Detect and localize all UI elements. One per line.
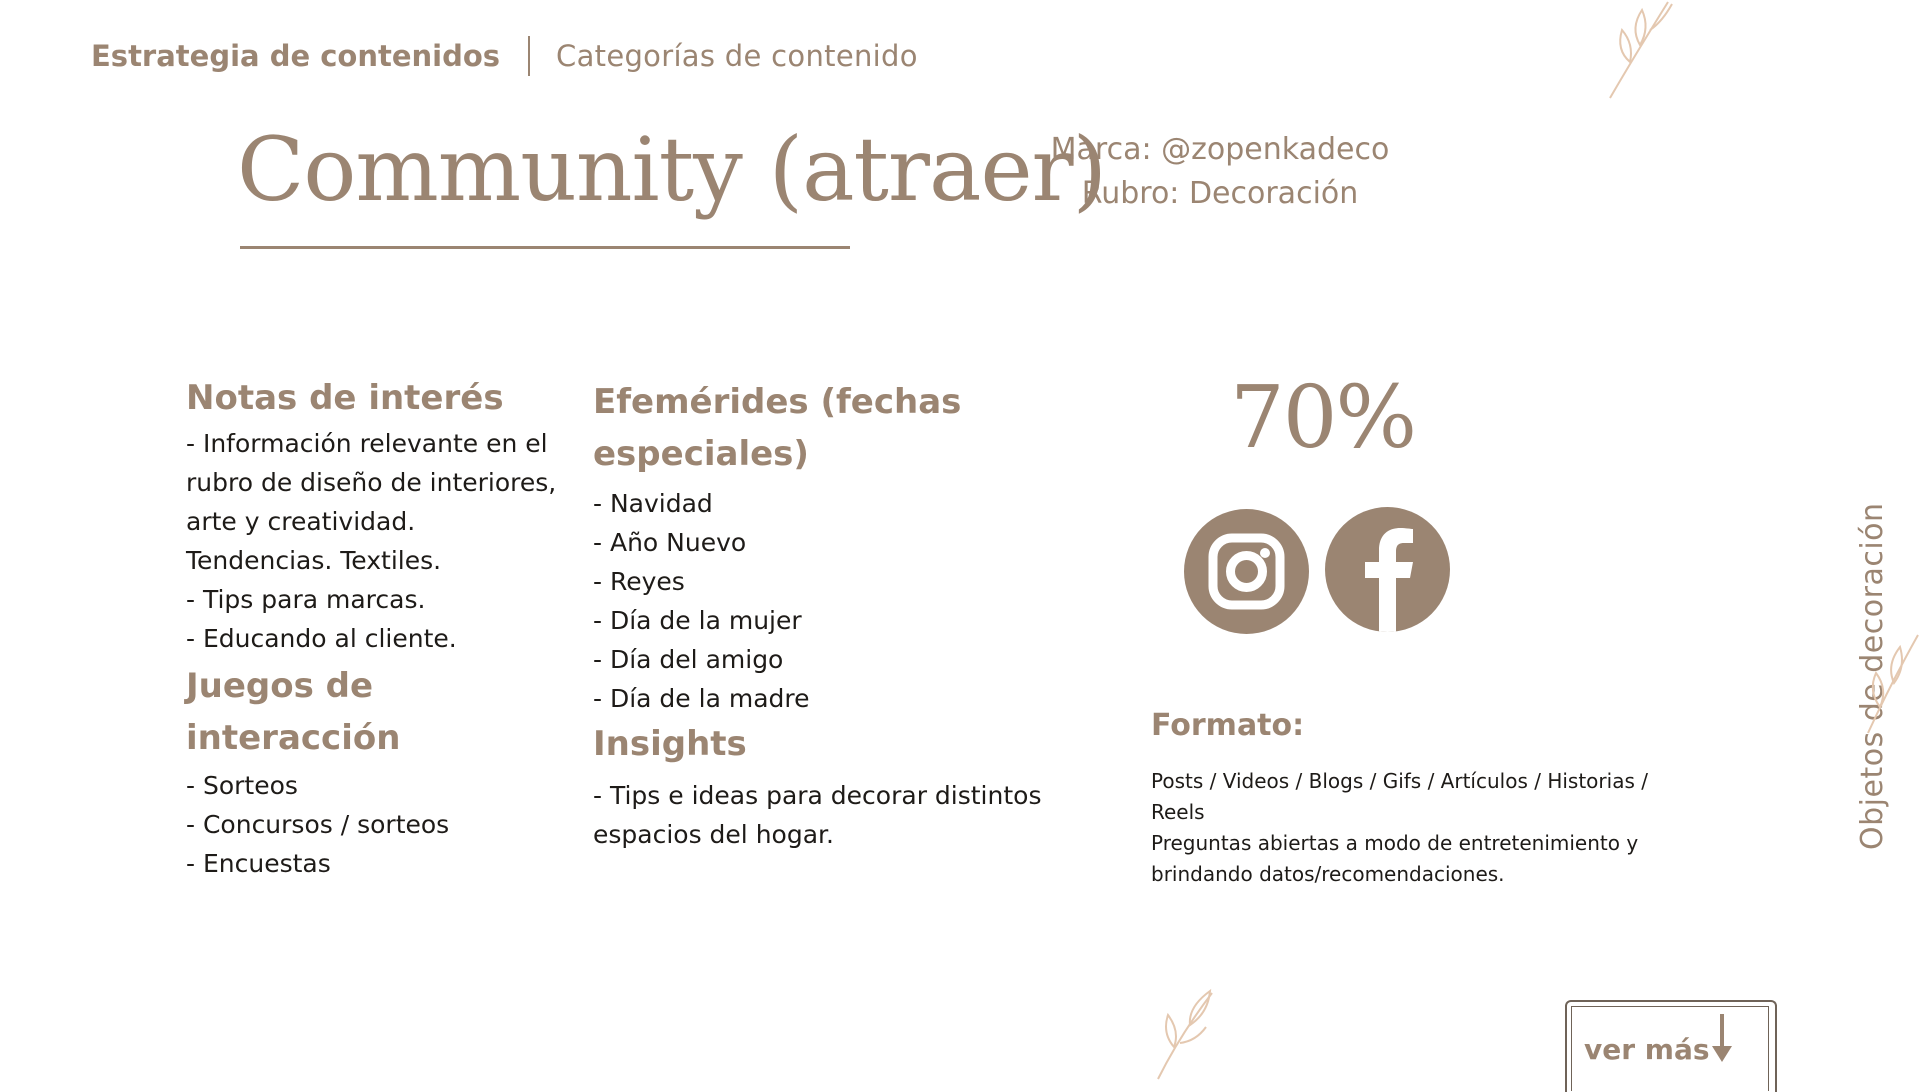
column-middle: [593, 376, 1063, 854]
insights-heading: Insights: [593, 724, 747, 764]
juegos-heading: Juegos de interacción: [186, 666, 401, 758]
list-item: - Encuestas: [186, 849, 331, 878]
leaf-branch-icon: [1600, 0, 1680, 100]
facebook-icon[interactable]: [1325, 507, 1450, 632]
insights-list: [593, 776, 1063, 854]
formato-heading: Formato:: [1151, 708, 1305, 743]
brand-category: Rubro: Decoración: [1081, 176, 1359, 211]
page-title: Community (atraer): [237, 118, 1106, 221]
brand-handle: Marca: @zopenkadeco: [1050, 132, 1390, 167]
formato-line: Preguntas abiertas a modo de entretenimiento y brindando datos/recomendaciones.: [1151, 831, 1639, 886]
leaf-branch-icon: [1150, 985, 1230, 1080]
list-item: - Año Nuevo: [593, 528, 747, 557]
notas-heading: Notas de interés: [186, 378, 504, 418]
list-item: - Tips e ideas para decorar distintos espacios del hogar.: [593, 781, 1042, 849]
efemerides-heading: Efemérides (fechas especiales): [593, 382, 962, 474]
list-item: - Concursos / sorteos: [186, 810, 450, 839]
list-item: - Día del amigo: [593, 645, 784, 674]
notas-list: [186, 424, 566, 658]
ver-mas-label[interactable]: ver más: [1584, 1033, 1710, 1066]
percentage-value: 70%: [1230, 368, 1416, 468]
list-item: - Educando al cliente.: [186, 624, 457, 653]
formato-line: Posts / Videos / Blogs / Gifs / Artículos / Historias / Reels: [1151, 769, 1648, 824]
list-item: - Tips para marcas.: [186, 585, 426, 614]
side-label: Objetos de decoración: [1855, 502, 1890, 850]
list-item: - Navidad: [593, 489, 713, 518]
section-title: Estrategia de contenidos: [91, 39, 501, 73]
list-item: - Día de la mujer: [593, 606, 802, 635]
header-divider: [528, 36, 530, 76]
juegos-list: [186, 766, 566, 883]
list-item: - Día de la madre: [593, 684, 810, 713]
section-subtitle: Categorías de contenido: [556, 39, 918, 73]
column-left: [186, 372, 566, 883]
arrow-down-icon[interactable]: [1708, 1012, 1736, 1064]
instagram-icon[interactable]: [1184, 509, 1309, 634]
list-item: - Información relevante en el rubro de diseño de interiores, arte y creatividad. Tendencias. Textiles.: [186, 429, 557, 575]
list-item: - Sorteos: [186, 771, 298, 800]
efemerides-list: [593, 484, 1063, 718]
list-item: - Reyes: [593, 567, 685, 596]
brand-info: [1020, 128, 1420, 216]
formato-body: [1151, 766, 1671, 890]
title-underline: [240, 246, 850, 249]
header: [91, 34, 918, 78]
